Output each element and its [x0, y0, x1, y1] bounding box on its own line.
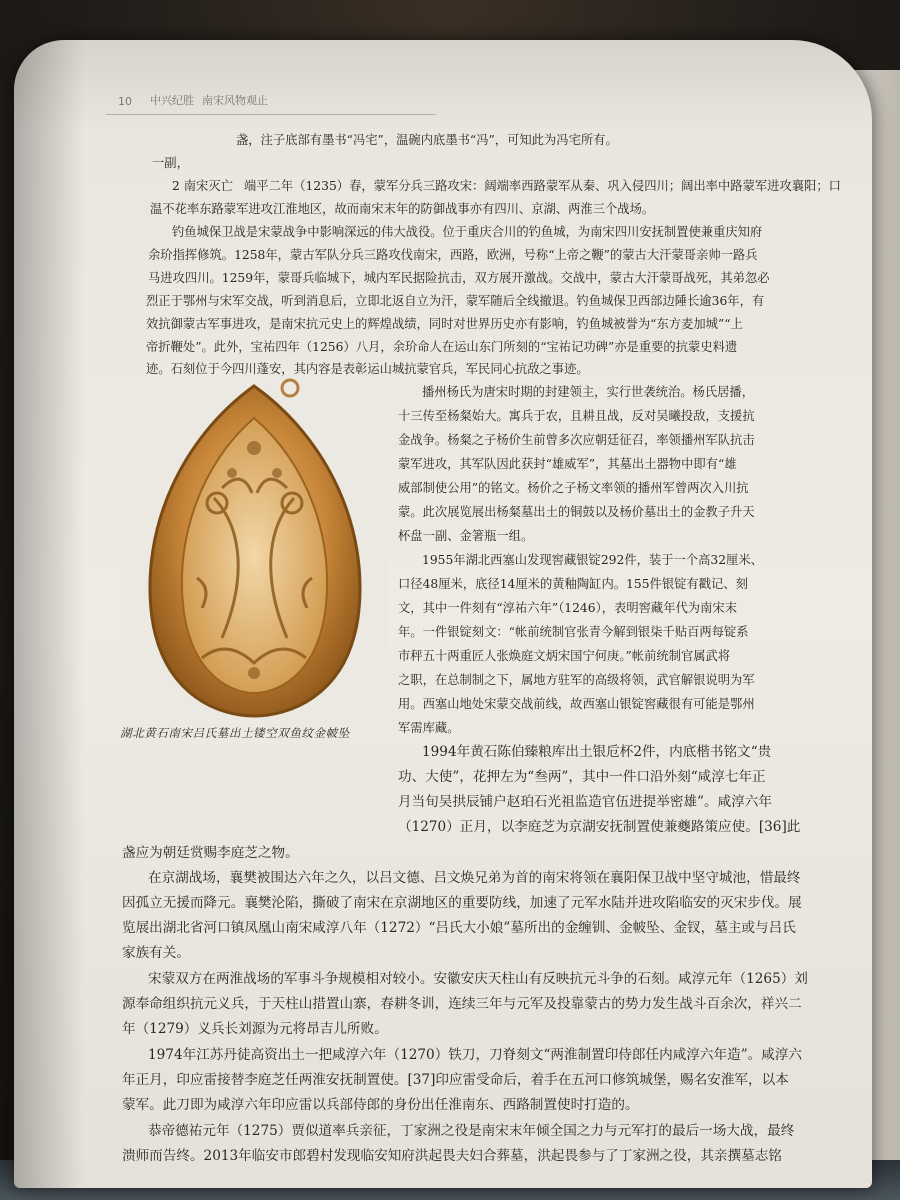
- text-line: 在京湖战场，襄樊被围达六年之久，以吕文德、吕文焕兄弟为首的南宋将领在襄阳保卫战中坚守城池，惜最终: [148, 870, 801, 886]
- gold-pendant-image: [122, 378, 387, 720]
- text-line: 十三传至杨粲始大。寓兵于农，且耕且战，反对吴曦投敌，支援抗: [398, 409, 755, 423]
- text-line: 览展出湖北省河口镇凤凰山南宋咸淳八年（1272）“吕氏大小娘”墓所出的金缠钏、金帔坠、金钗，墓主或与吕氏: [122, 920, 796, 936]
- text-line: 市秤五十两重匠人张焕庭文炳宋国宁何庚。”帐前统制官属武将: [398, 649, 731, 663]
- photo-caption: 湖北黄石南宋吕氏墓出土镂空双鱼纹金帔坠: [120, 726, 350, 740]
- text-line: 帝折鞭处”。此外，宝祐四年（1256）八月，余玠命人在运山东门所刻的“宝祐记功碑”亦是重要的抗蒙史料遗: [146, 340, 738, 354]
- text-line: 杯盘一副、金箸瓶一组。: [398, 529, 534, 543]
- text-line: 盏应为朝廷赏赐李庭芝之物。: [122, 845, 299, 861]
- text-line: 宋蒙双方在两淮战场的军事斗争规模相对较小。安徽安庆天柱山有反映抗元斗争的石刻。咸淳元年（1265）刘: [148, 971, 808, 987]
- series-title: 中兴纪胜: [150, 94, 194, 107]
- text-line: 1955年湖北西塞山发现窖藏银锭292件，装于一个高32厘米、: [422, 553, 763, 567]
- text-line: 年（1279）义兵长刘源为元将昂吉儿所败。: [122, 1021, 388, 1037]
- text-line: 年。一件银锭刻文：“帐前统制官张青今解到银柒千贴百两每锭系: [398, 625, 749, 639]
- text-line: 一副，: [152, 156, 189, 170]
- running-header: [106, 86, 436, 115]
- section-heading: 2 南宋灭亡: [172, 179, 233, 193]
- text-line: 年正月，印应雷接替李庭芝任两淮安抚制置使。[37]印应雷受命后，着手在五河口修筑城堡，赐名安淮军，以本: [122, 1072, 789, 1088]
- text-line: 蒙军。此刀即为咸淳六年印应雷以兵部侍郎的身份出任淮南东、西路制置使时打造的。: [122, 1097, 639, 1113]
- text-line: 之职，在总制制之下，属地方驻军的高级将领，武官解银说明为军: [398, 673, 755, 687]
- book-title: 南宋风物观止: [202, 94, 268, 107]
- text-line: 功、大使”，花押左为“叁两”，其中一件口沿外刻“咸淳七年正: [398, 769, 766, 785]
- text-line: 蒙军进攻，其军队因此获封“雄威军”，其墓出土器物中即有“雄: [398, 457, 737, 471]
- artifact-photo: [122, 378, 387, 720]
- text-line: 迹。石刻位于今四川蓬安，其内容是表彰运山城抗蒙官兵，军民同心抗敌之事迹。: [146, 362, 589, 376]
- text-line: 1974年江苏丹徒高资出土一把咸淳六年（1270）铁刀，刀脊刻文“两淮制置印侍郎任内咸淳六年造”。咸淳六: [148, 1047, 803, 1063]
- text-line: 口径48厘米，底径14厘米的黄釉陶缸内。155件银锭有戳记、刻: [398, 577, 748, 591]
- text-line: 威部制使公用”的铭文。杨价之子杨文率领的播州军曾两次入川抗: [398, 481, 749, 495]
- text-line: 金战争。杨粲之子杨价生前曾多次应朝廷征召，率领播州军队抗击: [398, 433, 755, 447]
- text-line: 文，其中一件刻有“淳祐六年”（1246），表明窖藏年代为南宋末: [398, 601, 737, 615]
- text-line: 因孤立无援而降元。襄樊沦陷，撕破了南宋在京湖地区的重要防线，加速了元军水陆并进攻陷临安的灭宋步伐。展: [122, 895, 802, 911]
- text-line: 温不花率东路蒙军进攻江淮地区，故而南宋末年的防御战事亦有四川、京湖、两淮三个战场。: [150, 202, 655, 216]
- text-line: 效抗御蒙古军事进攻，是南宋抗元史上的辉煌战绩，同时对世界历史亦有影响，钓鱼城被誉为“东方麦加城”“上: [146, 317, 743, 331]
- text-line: （1270）正月，以李庭芝为京湖安抚制置使兼夔路策应使。[36]此: [398, 819, 801, 835]
- text-line: 源奉命组织抗元义兵，于天柱山措置山寨，春耕冬训，连续三年与元军及投靠蒙古的势力发生战斗百余次，祥兴二: [122, 996, 802, 1012]
- text-line: 端平二年（1235）春，蒙军分兵三路攻宋：阔端率西路蒙军从秦、巩入侵四川；阔出率中路蒙军进攻襄阳；口: [244, 179, 841, 193]
- page-number: 10: [118, 95, 132, 108]
- text-line: 溃师而告终。2013年临安市郎碧村发现临安知府洪起畏夫妇合葬墓，洪起畏参与了丁家洲之役，其亲撰墓志铭: [122, 1148, 782, 1164]
- text-line: 月当旬吴拱辰铺户赵珀石光祖监造官伍进提举密雄”。咸淳六年: [398, 794, 772, 810]
- text-line: 家族有关。: [122, 945, 190, 961]
- text-line: 蒙。此次展览展出杨粲墓出土的铜鼓以及杨价墓出土的金教子升天: [398, 505, 755, 519]
- text-line: 盏，注子底部有墨书“冯宅”，温碗内底墨书“冯”，可知此为冯宅所有。: [236, 133, 618, 147]
- text-line: 钓鱼城保卫战是宋蒙战争中影响深远的伟大战役。位于重庆合川的钓鱼城，为南宋四川安抚制置使兼重庆知府: [172, 225, 763, 239]
- page-gutter-shadow: [14, 40, 84, 1188]
- text-line: 烈正于鄂州与宋军交战，听到消息后，立即北返自立为汗，蒙军随后全线撤退。钓鱼城保卫西部边陲长逾36年，有: [146, 294, 765, 308]
- text-line: 军需库藏。: [398, 721, 460, 735]
- text-line: 恭帝德祐元年（1275）贾似道率兵亲征，丁家洲之役是南宋末年倾全国之力与元军打的最后一场大战，最终: [148, 1123, 795, 1139]
- text-line: 1994年黄石陈伯臻粮库出土银卮杯2件，内底楷书铭文“贵: [422, 744, 772, 760]
- text-line: 用。西塞山地处宋蒙交战前线，故西塞山银锭窖藏很有可能是鄂州: [398, 697, 755, 711]
- text-line: 播州杨氏为唐宋时期的封建领主，实行世袭统治。杨氏居播，: [422, 385, 755, 399]
- text-line: 马进攻四川。1259年，蒙哥兵临城下，城内军民据险抗击，双方展开激战。交战中，蒙古大汗蒙哥战死，其弟忽必: [148, 271, 770, 285]
- text-line: 余玠指挥修筑。1258年，蒙古军队分兵三路攻伐南宋，西路，欧洲，号称“上帝之鞭”的蒙古大汗蒙哥亲帅一路兵: [148, 248, 758, 262]
